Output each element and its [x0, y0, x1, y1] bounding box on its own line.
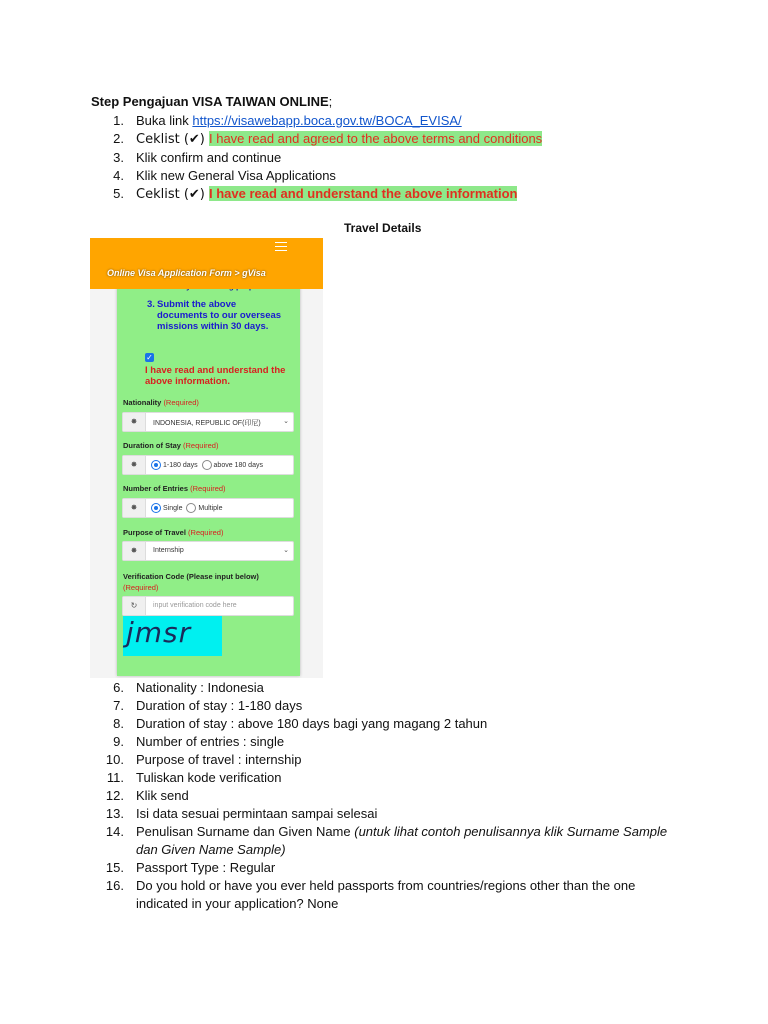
- list-text: Penulisan Surname dan Given Name: [136, 824, 355, 839]
- purpose-label: [123, 528, 223, 537]
- list-text: Klik send: [136, 788, 189, 803]
- duration-radio-1-180[interactable]: [151, 460, 161, 470]
- visa-link[interactable]: https://visawebapp.boca.gov.tw/BOCA_EVISA/: [192, 113, 462, 128]
- gear-icon: ✸: [123, 499, 146, 517]
- list-number: 9.: [113, 734, 124, 749]
- list-number: 10.: [105, 752, 124, 767]
- list-text: Duration of stay : above 180 days bagi yang magang 2 tahun: [136, 716, 488, 731]
- chevron-down-icon: ⌄: [283, 547, 289, 554]
- steps-list-top: [91, 112, 542, 204]
- list-italic-note: (untuk lihat contoh penulisannya klik Surname Sample dan Given Name Sample): [136, 824, 668, 857]
- gear-icon: ✸: [123, 456, 146, 474]
- screenshot-header: [90, 238, 323, 289]
- list-text: Ceklist (✔): [136, 132, 209, 147]
- list-number: 7.: [113, 698, 124, 713]
- duration-label-text: Duration of Stay: [123, 441, 181, 450]
- list-item: [91, 733, 682, 751]
- duration-opt1-label: 1-180 days: [163, 461, 198, 469]
- step3-number: 3.: [147, 299, 155, 310]
- entries-opt2-label: Multiple: [198, 504, 223, 512]
- nationality-label: [123, 398, 199, 407]
- entries-radio-multiple[interactable]: [186, 503, 196, 513]
- list-text: Duration of stay : 1-180 days: [136, 698, 303, 713]
- list-number: 6.: [113, 680, 124, 695]
- list-text: Nationality : Indonesia: [136, 680, 264, 695]
- list-text: Ceklist (✔): [136, 187, 209, 202]
- purpose-label-text: Purpose of Travel: [123, 528, 186, 537]
- verification-input[interactable]: [122, 596, 294, 616]
- verification-label: [123, 571, 293, 593]
- list-number: 4.: [113, 168, 124, 183]
- duration-radio-above-180[interactable]: [202, 460, 212, 470]
- list-number: 2.: [113, 131, 124, 146]
- list-number: 1.: [113, 113, 124, 128]
- entries-radio-single[interactable]: [151, 503, 161, 513]
- required-tag: (Required): [183, 441, 219, 450]
- list-text: Klik new General Visa Applications: [136, 168, 336, 183]
- list-text: Number of entries : single: [136, 734, 285, 749]
- list-item: [91, 167, 542, 185]
- list-text: Do you hold or have you ever held passports from countries/regions other than the one indicated in your application? None: [136, 878, 636, 911]
- highlighted-text: I have read and understand the above information: [209, 186, 518, 201]
- list-text: Tuliskan kode verification: [136, 770, 282, 785]
- hamburger-menu-icon: [275, 242, 287, 254]
- chevron-down-icon: ⌄: [283, 418, 289, 425]
- list-item: [91, 859, 682, 877]
- list-text: Isi data sesuai permintaan sampai selesai: [136, 806, 378, 821]
- page-title-text: Step Pengajuan VISA TAIWAN ONLINE: [91, 94, 329, 109]
- list-item: [91, 823, 682, 859]
- list-number: 3.: [113, 150, 124, 165]
- page-title-suffix: ;: [328, 94, 333, 109]
- duration-label: [123, 441, 218, 450]
- list-number: 14.: [105, 824, 124, 839]
- list-item: [91, 112, 542, 130]
- purpose-value: Internship: [153, 547, 184, 554]
- required-tag: (Required): [188, 528, 224, 537]
- refresh-icon[interactable]: ↻: [123, 597, 146, 615]
- list-number: 15.: [105, 860, 124, 875]
- step3-body: Submit the above documents to our overseas missions within 30 days.: [157, 299, 282, 332]
- list-text: Passport Type : Regular: [136, 860, 276, 875]
- verification-placeholder: input verification code here: [153, 602, 237, 609]
- list-item: [91, 679, 682, 697]
- entries-opt1-label: Single: [163, 504, 183, 512]
- page-title: [91, 94, 332, 110]
- list-item: [91, 715, 682, 733]
- agree-text: I have read and understand the above information.: [145, 365, 286, 387]
- steps-list-bottom: [91, 679, 682, 913]
- nationality-select[interactable]: [122, 412, 294, 432]
- required-tag: (Required): [190, 484, 226, 493]
- verification-label-text: Verification Code (Please input below): [123, 572, 259, 581]
- list-item: [91, 877, 682, 913]
- required-tag: (Required): [163, 398, 199, 407]
- list-text: Klik confirm and continue: [136, 150, 282, 165]
- list-text: Purpose of travel : internship: [136, 752, 302, 767]
- highlighted-text: I have read and agreed to the above terms and conditions: [209, 131, 543, 146]
- gear-icon: ✸: [123, 413, 146, 431]
- duration-options: [151, 460, 263, 470]
- section-title: Travel Details: [344, 221, 422, 235]
- list-item: [91, 149, 542, 167]
- purpose-select[interactable]: [122, 541, 294, 561]
- entries-label: [123, 484, 226, 493]
- entries-options: [151, 503, 222, 513]
- list-number: 13.: [105, 806, 124, 821]
- list-number: 5.: [113, 186, 124, 201]
- captcha-image: [123, 616, 222, 656]
- gear-icon: ✸: [123, 542, 146, 560]
- list-number: 8.: [113, 716, 124, 731]
- duration-opt2-label: above 180 days: [213, 461, 263, 469]
- list-item: [91, 751, 682, 769]
- entries-radio-group: [122, 498, 294, 518]
- form-screenshot: [90, 238, 323, 678]
- duration-radio-group: [122, 455, 294, 475]
- required-tag: (Required): [123, 583, 159, 592]
- list-item: [91, 787, 682, 805]
- list-item: [91, 130, 542, 149]
- list-number: 12.: [105, 788, 124, 803]
- entries-label-text: Number of Entries: [123, 484, 189, 493]
- list-item: [91, 185, 542, 204]
- agree-checkbox[interactable]: ✓: [146, 353, 153, 362]
- nationality-label-text: Nationality: [123, 398, 162, 407]
- screenshot-header-title: Online Visa Application Form > gVisa: [107, 268, 266, 278]
- captcha-text: jmsr: [126, 616, 192, 649]
- nationality-value: INDONESIA, REPUBLIC OF(印尼): [153, 420, 261, 427]
- list-item: [91, 805, 682, 823]
- list-item: [91, 769, 682, 787]
- list-item: [91, 697, 682, 715]
- step3-text: [147, 299, 287, 332]
- list-number: 11.: [106, 770, 124, 785]
- list-number: 16.: [105, 878, 124, 893]
- list-text: Buka link: [136, 113, 193, 128]
